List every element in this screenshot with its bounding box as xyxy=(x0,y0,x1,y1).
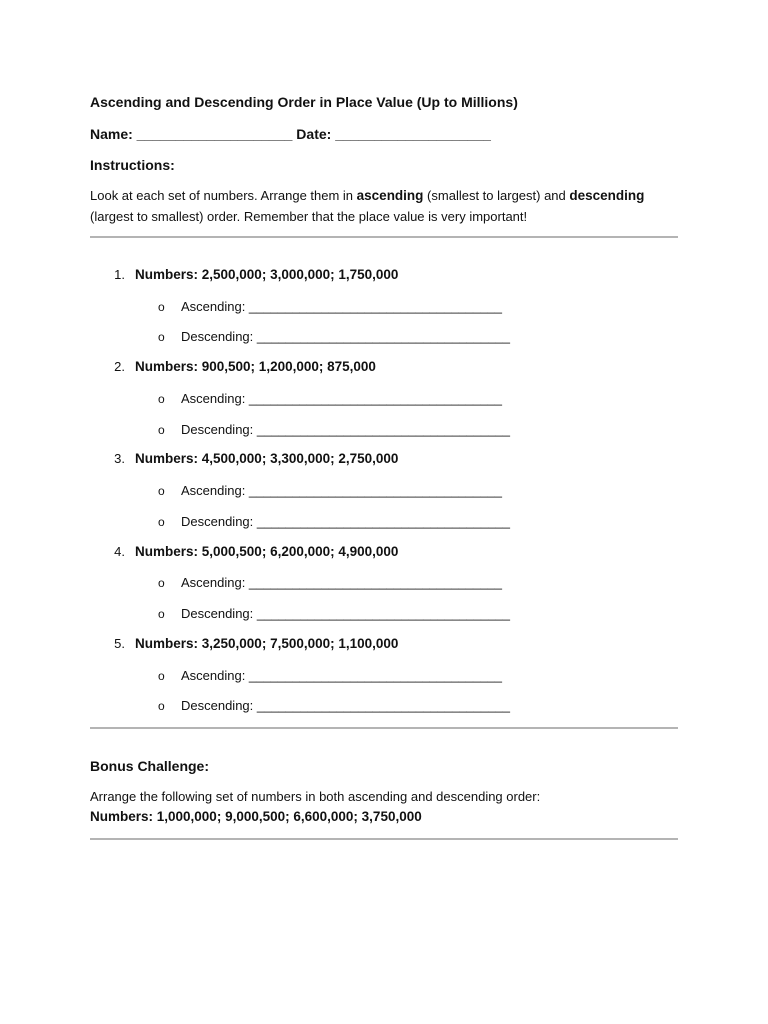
instructions-bold-descending: descending xyxy=(569,188,645,203)
question-heading xyxy=(90,451,398,466)
question-heading xyxy=(90,636,398,651)
ascending-label: Ascending: ___________________________________ xyxy=(181,299,502,314)
divider-line xyxy=(90,838,678,840)
question-numbers: Numbers: 2,500,000; 3,000,000; 1,750,000 xyxy=(135,267,399,282)
question-number: 5. xyxy=(114,636,125,651)
bullet-marker: o xyxy=(158,330,165,344)
question-number: 1. xyxy=(114,267,125,282)
question-number: 4. xyxy=(114,544,125,559)
bonus-instructions: Arrange the following set of numbers in both ascending and descending order: xyxy=(90,789,541,804)
ascending-answer-line xyxy=(158,299,502,314)
bonus-heading: Bonus Challenge: xyxy=(90,758,210,774)
descending-label: Descending: ___________________________________ xyxy=(181,329,510,344)
instructions-paragraph xyxy=(90,185,678,227)
question-heading xyxy=(90,267,398,282)
instructions-text-2: (smallest to largest) and xyxy=(423,188,570,203)
descending-label: Descending: ___________________________________ xyxy=(181,606,510,621)
question-numbers: Numbers: 4,500,000; 3,300,000; 2,750,000 xyxy=(135,451,399,466)
bullet-marker: o xyxy=(158,669,165,683)
descending-answer-line xyxy=(158,329,510,344)
divider-line xyxy=(90,236,678,238)
ascending-answer-line xyxy=(158,391,502,406)
question-number: 3. xyxy=(114,451,125,466)
ascending-answer-line xyxy=(158,575,502,590)
divider-line xyxy=(90,727,678,729)
ascending-answer-line xyxy=(158,483,502,498)
descending-answer-line xyxy=(158,698,510,713)
bullet-marker: o xyxy=(158,699,165,713)
bullet-marker: o xyxy=(158,576,165,590)
bullet-marker: o xyxy=(158,423,165,437)
bullet-marker: o xyxy=(158,484,165,498)
bullet-marker: o xyxy=(158,607,165,621)
question-numbers: Numbers: 3,250,000; 7,500,000; 1,100,000 xyxy=(135,636,399,651)
descending-label: Descending: ___________________________________ xyxy=(181,698,510,713)
descending-label: Descending: ___________________________________ xyxy=(181,422,510,437)
ascending-label: Ascending: ___________________________________ xyxy=(181,483,502,498)
descending-answer-line xyxy=(158,514,510,529)
ascending-label: Ascending: ___________________________________ xyxy=(181,391,502,406)
bullet-marker: o xyxy=(158,300,165,314)
worksheet-title: Ascending and Descending Order in Place Value (Up to Millions) xyxy=(90,94,518,110)
question-heading xyxy=(90,359,376,374)
instructions-heading: Instructions: xyxy=(90,157,175,173)
ascending-label: Ascending: ___________________________________ xyxy=(181,575,502,590)
bonus-numbers: Numbers: 1,000,000; 9,000,500; 6,600,000; 3,750,000 xyxy=(90,809,422,824)
question-numbers: Numbers: 5,000,500; 6,200,000; 4,900,000 xyxy=(135,544,399,559)
descending-answer-line xyxy=(158,422,510,437)
instructions-bold-ascending: ascending xyxy=(356,188,424,203)
bullet-marker: o xyxy=(158,515,165,529)
question-number: 2. xyxy=(114,359,125,374)
question-numbers: Numbers: 900,500; 1,200,000; 875,000 xyxy=(135,359,376,374)
bullet-marker: o xyxy=(158,392,165,406)
instructions-text-1: Look at each set of numbers. Arrange them in xyxy=(90,188,357,203)
name-date-line: Name: ____________________ Date: ____________________ xyxy=(90,126,491,142)
instructions-text-3: (largest to smallest) order. Remember that the place value is very important! xyxy=(90,209,528,224)
ascending-label: Ascending: ___________________________________ xyxy=(181,668,502,683)
descending-answer-line xyxy=(158,606,510,621)
ascending-answer-line xyxy=(158,668,502,683)
descending-label: Descending: ___________________________________ xyxy=(181,514,510,529)
worksheet-page xyxy=(90,0,678,1024)
question-heading xyxy=(90,544,398,559)
